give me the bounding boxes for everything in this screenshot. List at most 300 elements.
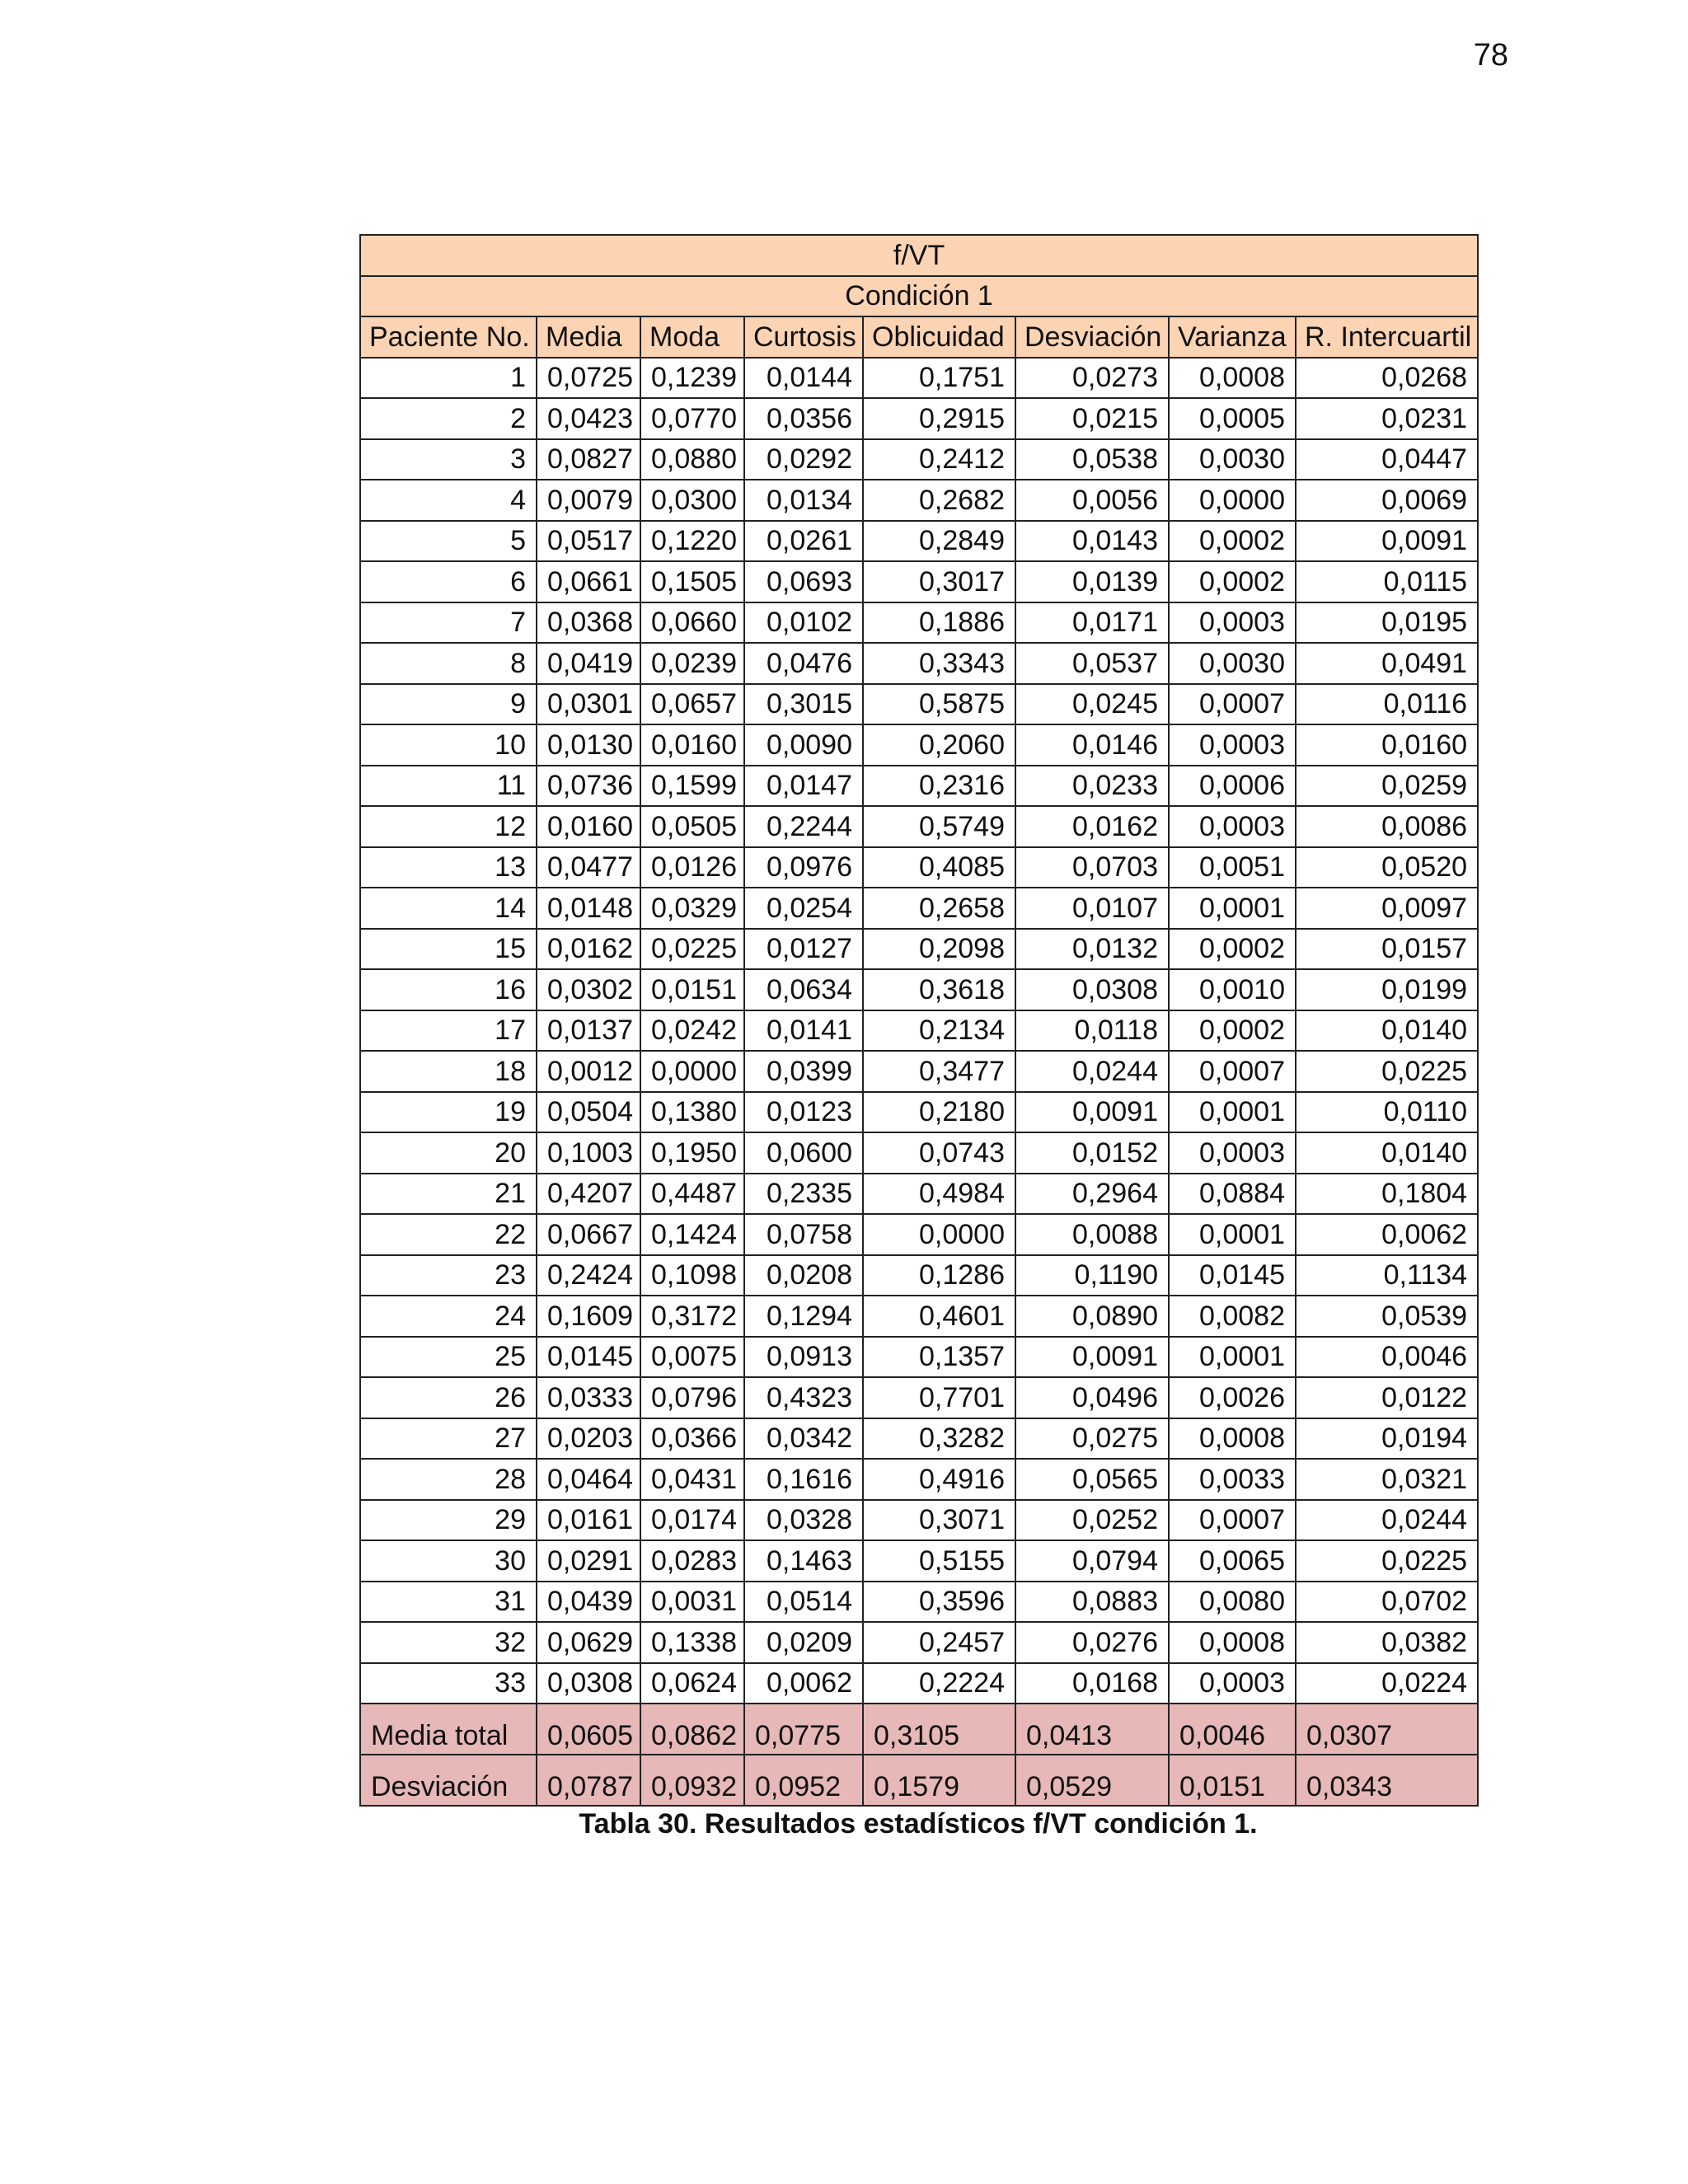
value-cell: 0,0134 bbox=[744, 480, 863, 521]
patient-number-cell: 30 bbox=[360, 1540, 537, 1582]
value-cell: 0,0725 bbox=[537, 358, 640, 399]
table-row bbox=[360, 1377, 1478, 1418]
value-cell: 0,0661 bbox=[537, 561, 640, 602]
value-cell: 0,0447 bbox=[1296, 439, 1478, 480]
table-row bbox=[360, 1622, 1478, 1663]
value-cell: 0,0145 bbox=[537, 1337, 640, 1378]
value-cell: 0,1338 bbox=[640, 1622, 744, 1663]
value-cell: 0,2316 bbox=[863, 766, 1015, 807]
value-cell: 0,2682 bbox=[863, 480, 1015, 521]
table-row bbox=[360, 439, 1478, 480]
value-cell: 0,0139 bbox=[1015, 561, 1169, 602]
value-cell: 0,1751 bbox=[863, 358, 1015, 399]
column-header: Media bbox=[537, 316, 640, 358]
value-cell: 0,3282 bbox=[863, 1418, 1015, 1460]
value-cell: 0,0913 bbox=[744, 1337, 863, 1378]
table-row bbox=[360, 561, 1478, 602]
patient-number-cell: 24 bbox=[360, 1296, 537, 1337]
patient-number-cell: 23 bbox=[360, 1255, 537, 1296]
patient-number-cell: 18 bbox=[360, 1051, 537, 1092]
value-cell: 0,0693 bbox=[744, 561, 863, 602]
value-cell: 0,0003 bbox=[1169, 724, 1296, 766]
value-cell: 0,0171 bbox=[1015, 602, 1169, 644]
table-row bbox=[360, 1255, 1478, 1296]
value-cell: 0,0174 bbox=[640, 1500, 744, 1541]
value-cell: 0,0003 bbox=[1169, 1663, 1296, 1704]
summary-row bbox=[360, 1704, 1478, 1755]
value-cell: 0,0144 bbox=[744, 358, 863, 399]
value-cell: 0,0244 bbox=[1015, 1051, 1169, 1092]
value-cell: 0,5875 bbox=[863, 684, 1015, 725]
value-cell: 0,0273 bbox=[1015, 358, 1169, 399]
value-cell: 0,0308 bbox=[1015, 969, 1169, 1010]
patient-number-cell: 25 bbox=[360, 1337, 537, 1378]
value-cell: 0,0702 bbox=[1296, 1582, 1478, 1623]
value-cell: 0,2134 bbox=[863, 1010, 1015, 1052]
value-cell: 0,0634 bbox=[744, 969, 863, 1010]
value-cell: 0,0660 bbox=[640, 602, 744, 644]
value-cell: 0,0356 bbox=[744, 398, 863, 439]
value-cell: 0,0160 bbox=[537, 806, 640, 847]
value-cell: 0,0062 bbox=[744, 1663, 863, 1704]
table-body bbox=[360, 358, 1478, 1704]
value-cell: 0,0162 bbox=[537, 929, 640, 970]
value-cell: 0,1609 bbox=[537, 1296, 640, 1337]
value-cell: 0,5155 bbox=[863, 1540, 1015, 1582]
value-cell: 0,0517 bbox=[537, 521, 640, 562]
value-cell: 0,0496 bbox=[1015, 1377, 1169, 1418]
value-cell: 0,0300 bbox=[640, 480, 744, 521]
value-cell: 0,0001 bbox=[1169, 888, 1296, 929]
patient-number-cell: 20 bbox=[360, 1132, 537, 1174]
value-cell: 0,0056 bbox=[1015, 480, 1169, 521]
value-cell: 0,0026 bbox=[1169, 1377, 1296, 1418]
patient-number-cell: 31 bbox=[360, 1582, 537, 1623]
value-cell: 0,0239 bbox=[640, 643, 744, 684]
value-cell: 0,0030 bbox=[1169, 643, 1296, 684]
table-row bbox=[360, 806, 1478, 847]
summary-row bbox=[360, 1755, 1478, 1806]
table-subtitle-row bbox=[360, 276, 1478, 317]
value-cell: 0,0308 bbox=[537, 1663, 640, 1704]
value-cell: 0,0600 bbox=[744, 1132, 863, 1174]
patient-number-cell: 10 bbox=[360, 724, 537, 766]
value-cell: 0,0075 bbox=[640, 1337, 744, 1378]
value-cell: 0,0259 bbox=[1296, 766, 1478, 807]
value-cell: 0,0000 bbox=[1169, 480, 1296, 521]
value-cell: 0,0283 bbox=[640, 1540, 744, 1582]
value-cell: 0,0329 bbox=[640, 888, 744, 929]
value-cell: 0,4916 bbox=[863, 1459, 1015, 1500]
summary-label-cell: Media total bbox=[360, 1704, 537, 1755]
value-cell: 0,0143 bbox=[1015, 521, 1169, 562]
table-row bbox=[360, 1663, 1478, 1704]
value-cell: 0,4207 bbox=[537, 1174, 640, 1215]
value-cell: 0,0328 bbox=[744, 1500, 863, 1541]
value-cell: 0,0152 bbox=[1015, 1132, 1169, 1174]
value-cell: 0,0007 bbox=[1169, 684, 1296, 725]
value-cell: 0,3172 bbox=[640, 1296, 744, 1337]
column-header: Desviación bbox=[1015, 316, 1169, 358]
value-cell: 0,0199 bbox=[1296, 969, 1478, 1010]
value-cell: 0,0132 bbox=[1015, 929, 1169, 970]
value-cell: 0,0215 bbox=[1015, 398, 1169, 439]
value-cell: 0,0252 bbox=[1015, 1500, 1169, 1541]
value-cell: 0,0827 bbox=[537, 439, 640, 480]
value-cell: 0,0140 bbox=[1296, 1132, 1478, 1174]
value-cell: 0,0423 bbox=[537, 398, 640, 439]
value-cell: 0,0157 bbox=[1296, 929, 1478, 970]
value-cell: 0,0145 bbox=[1169, 1255, 1296, 1296]
value-cell: 0,0080 bbox=[1169, 1582, 1296, 1623]
value-cell: 0,0254 bbox=[744, 888, 863, 929]
value-cell: 0,2244 bbox=[744, 806, 863, 847]
value-cell: 0,7701 bbox=[863, 1377, 1015, 1418]
value-cell: 0,1134 bbox=[1296, 1255, 1478, 1296]
results-table-container bbox=[359, 234, 1477, 1840]
value-cell: 0,1357 bbox=[863, 1337, 1015, 1378]
value-cell: 0,0160 bbox=[1296, 724, 1478, 766]
value-cell: 0,0168 bbox=[1015, 1663, 1169, 1704]
value-cell: 0,4601 bbox=[863, 1296, 1015, 1337]
table-row bbox=[360, 1296, 1478, 1337]
value-cell: 0,0161 bbox=[537, 1500, 640, 1541]
value-cell: 0,5749 bbox=[863, 806, 1015, 847]
patient-number-cell: 8 bbox=[360, 643, 537, 684]
value-cell: 0,4487 bbox=[640, 1174, 744, 1215]
table-row bbox=[360, 684, 1478, 725]
value-cell: 0,0565 bbox=[1015, 1459, 1169, 1500]
summary-value-cell: 0,0862 bbox=[640, 1704, 744, 1755]
patient-number-cell: 9 bbox=[360, 684, 537, 725]
value-cell: 0,0126 bbox=[640, 847, 744, 888]
value-cell: 0,0123 bbox=[744, 1092, 863, 1133]
column-header: Varianza bbox=[1169, 316, 1296, 358]
table-row bbox=[360, 521, 1478, 562]
patient-number-cell: 11 bbox=[360, 766, 537, 807]
value-cell: 0,0010 bbox=[1169, 969, 1296, 1010]
value-cell: 0,0225 bbox=[640, 929, 744, 970]
summary-value-cell: 0,0952 bbox=[744, 1755, 863, 1806]
value-cell: 0,0537 bbox=[1015, 643, 1169, 684]
value-cell: 0,0001 bbox=[1169, 1214, 1296, 1255]
value-cell: 0,0883 bbox=[1015, 1582, 1169, 1623]
value-cell: 0,0000 bbox=[863, 1214, 1015, 1255]
value-cell: 0,2915 bbox=[863, 398, 1015, 439]
value-cell: 0,0514 bbox=[744, 1582, 863, 1623]
value-cell: 0,0890 bbox=[1015, 1296, 1169, 1337]
value-cell: 0,1190 bbox=[1015, 1255, 1169, 1296]
table-row bbox=[360, 643, 1478, 684]
value-cell: 0,0003 bbox=[1169, 602, 1296, 644]
value-cell: 0,0005 bbox=[1169, 398, 1296, 439]
table-title: f/VT bbox=[360, 235, 1478, 276]
summary-value-cell: 0,0775 bbox=[744, 1704, 863, 1755]
value-cell: 0,0007 bbox=[1169, 1500, 1296, 1541]
value-cell: 0,1003 bbox=[537, 1132, 640, 1174]
table-summary bbox=[360, 1704, 1478, 1806]
summary-value-cell: 0,3105 bbox=[863, 1704, 1015, 1755]
table-caption: Tabla 30. Resultados estadísticos f/VT condición 1. bbox=[579, 1808, 1258, 1840]
table-row bbox=[360, 1010, 1478, 1052]
results-table bbox=[359, 234, 1479, 1807]
value-cell: 0,0091 bbox=[1296, 521, 1478, 562]
value-cell: 0,0118 bbox=[1015, 1010, 1169, 1052]
table-row bbox=[360, 969, 1478, 1010]
value-cell: 0,0082 bbox=[1169, 1296, 1296, 1337]
value-cell: 0,0110 bbox=[1296, 1092, 1478, 1133]
table-row bbox=[360, 1174, 1478, 1215]
value-cell: 0,0141 bbox=[744, 1010, 863, 1052]
value-cell: 0,0770 bbox=[640, 398, 744, 439]
table-title-row bbox=[360, 235, 1478, 276]
table-row bbox=[360, 602, 1478, 644]
value-cell: 0,0629 bbox=[537, 1622, 640, 1663]
value-cell: 0,0368 bbox=[537, 602, 640, 644]
column-header: Paciente No. bbox=[360, 316, 537, 358]
value-cell: 0,2060 bbox=[863, 724, 1015, 766]
value-cell: 0,0245 bbox=[1015, 684, 1169, 725]
patient-number-cell: 4 bbox=[360, 480, 537, 521]
table-subtitle: Condición 1 bbox=[360, 276, 1478, 317]
value-cell: 0,0208 bbox=[744, 1255, 863, 1296]
table-row bbox=[360, 480, 1478, 521]
value-cell: 0,0007 bbox=[1169, 1051, 1296, 1092]
value-cell: 0,1239 bbox=[640, 358, 744, 399]
summary-value-cell: 0,0413 bbox=[1015, 1704, 1169, 1755]
value-cell: 0,1220 bbox=[640, 521, 744, 562]
table-row bbox=[360, 847, 1478, 888]
value-cell: 0,0195 bbox=[1296, 602, 1478, 644]
patient-number-cell: 33 bbox=[360, 1663, 537, 1704]
value-cell: 0,0051 bbox=[1169, 847, 1296, 888]
value-cell: 0,0079 bbox=[537, 480, 640, 521]
value-cell: 0,1463 bbox=[744, 1540, 863, 1582]
value-cell: 0,2180 bbox=[863, 1092, 1015, 1133]
patient-number-cell: 2 bbox=[360, 398, 537, 439]
value-cell: 0,0088 bbox=[1015, 1214, 1169, 1255]
value-cell: 0,0261 bbox=[744, 521, 863, 562]
value-cell: 0,4085 bbox=[863, 847, 1015, 888]
table-row bbox=[360, 398, 1478, 439]
value-cell: 0,0122 bbox=[1296, 1377, 1478, 1418]
value-cell: 0,3015 bbox=[744, 684, 863, 725]
summary-value-cell: 0,0932 bbox=[640, 1755, 744, 1806]
value-cell: 0,0292 bbox=[744, 439, 863, 480]
column-header-row bbox=[360, 316, 1478, 358]
patient-number-cell: 3 bbox=[360, 439, 537, 480]
summary-label-cell: Desviación bbox=[360, 1755, 537, 1806]
value-cell: 0,0097 bbox=[1296, 888, 1478, 929]
value-cell: 0,0194 bbox=[1296, 1418, 1478, 1460]
value-cell: 0,0276 bbox=[1015, 1622, 1169, 1663]
value-cell: 0,0758 bbox=[744, 1214, 863, 1255]
value-cell: 0,0703 bbox=[1015, 847, 1169, 888]
table-row bbox=[360, 1092, 1478, 1133]
value-cell: 0,0743 bbox=[863, 1132, 1015, 1174]
value-cell: 0,0291 bbox=[537, 1540, 640, 1582]
value-cell: 0,1380 bbox=[640, 1092, 744, 1133]
value-cell: 0,1098 bbox=[640, 1255, 744, 1296]
patient-number-cell: 29 bbox=[360, 1500, 537, 1541]
patient-number-cell: 12 bbox=[360, 806, 537, 847]
column-header: Oblicuidad bbox=[863, 316, 1015, 358]
value-cell: 0,0160 bbox=[640, 724, 744, 766]
summary-value-cell: 0,0605 bbox=[537, 1704, 640, 1755]
table-row bbox=[360, 1214, 1478, 1255]
value-cell: 0,0001 bbox=[1169, 1337, 1296, 1378]
value-cell: 0,0419 bbox=[537, 643, 640, 684]
value-cell: 0,0091 bbox=[1015, 1092, 1169, 1133]
value-cell: 0,0102 bbox=[744, 602, 863, 644]
table-row bbox=[360, 1582, 1478, 1623]
value-cell: 0,0203 bbox=[537, 1418, 640, 1460]
value-cell: 0,0439 bbox=[537, 1582, 640, 1623]
value-cell: 0,2457 bbox=[863, 1622, 1015, 1663]
value-cell: 0,0006 bbox=[1169, 766, 1296, 807]
patient-number-cell: 15 bbox=[360, 929, 537, 970]
value-cell: 0,0137 bbox=[537, 1010, 640, 1052]
table-row bbox=[360, 724, 1478, 766]
patient-number-cell: 32 bbox=[360, 1622, 537, 1663]
value-cell: 0,3071 bbox=[863, 1500, 1015, 1541]
value-cell: 0,0242 bbox=[640, 1010, 744, 1052]
value-cell: 0,0000 bbox=[640, 1051, 744, 1092]
value-cell: 0,0477 bbox=[537, 847, 640, 888]
value-cell: 0,0225 bbox=[1296, 1540, 1478, 1582]
patient-number-cell: 22 bbox=[360, 1214, 537, 1255]
value-cell: 0,3596 bbox=[863, 1582, 1015, 1623]
summary-value-cell: 0,0343 bbox=[1296, 1755, 1478, 1806]
value-cell: 0,0069 bbox=[1296, 480, 1478, 521]
value-cell: 0,1505 bbox=[640, 561, 744, 602]
value-cell: 0,0491 bbox=[1296, 643, 1478, 684]
value-cell: 0,2224 bbox=[863, 1663, 1015, 1704]
page-number: 78 bbox=[1473, 38, 1508, 73]
value-cell: 0,0008 bbox=[1169, 1418, 1296, 1460]
value-cell: 0,0033 bbox=[1169, 1459, 1296, 1500]
value-cell: 0,0107 bbox=[1015, 888, 1169, 929]
patient-number-cell: 21 bbox=[360, 1174, 537, 1215]
value-cell: 0,0115 bbox=[1296, 561, 1478, 602]
value-cell: 0,0002 bbox=[1169, 561, 1296, 602]
value-cell: 0,0003 bbox=[1169, 1132, 1296, 1174]
value-cell: 0,0209 bbox=[744, 1622, 863, 1663]
value-cell: 0,1616 bbox=[744, 1459, 863, 1500]
value-cell: 0,0667 bbox=[537, 1214, 640, 1255]
value-cell: 0,0275 bbox=[1015, 1418, 1169, 1460]
value-cell: 0,0151 bbox=[640, 969, 744, 1010]
value-cell: 0,0231 bbox=[1296, 398, 1478, 439]
table-row bbox=[360, 888, 1478, 929]
column-header: Curtosis bbox=[744, 316, 863, 358]
patient-number-cell: 13 bbox=[360, 847, 537, 888]
value-cell: 0,0127 bbox=[744, 929, 863, 970]
value-cell: 0,0146 bbox=[1015, 724, 1169, 766]
value-cell: 0,2412 bbox=[863, 439, 1015, 480]
value-cell: 0,0366 bbox=[640, 1418, 744, 1460]
value-cell: 0,0301 bbox=[537, 684, 640, 725]
value-cell: 0,4984 bbox=[863, 1174, 1015, 1215]
value-cell: 0,1804 bbox=[1296, 1174, 1478, 1215]
value-cell: 0,0302 bbox=[537, 969, 640, 1010]
summary-value-cell: 0,0787 bbox=[537, 1755, 640, 1806]
value-cell: 0,0382 bbox=[1296, 1622, 1478, 1663]
summary-value-cell: 0,1579 bbox=[863, 1755, 1015, 1806]
value-cell: 0,0321 bbox=[1296, 1459, 1478, 1500]
summary-value-cell: 0,0307 bbox=[1296, 1704, 1478, 1755]
table-row bbox=[360, 1418, 1478, 1460]
value-cell: 0,1286 bbox=[863, 1255, 1015, 1296]
value-cell: 0,0796 bbox=[640, 1377, 744, 1418]
value-cell: 0,2424 bbox=[537, 1255, 640, 1296]
value-cell: 0,0012 bbox=[537, 1051, 640, 1092]
patient-number-cell: 7 bbox=[360, 602, 537, 644]
table-row bbox=[360, 766, 1478, 807]
table-row bbox=[360, 929, 1478, 970]
value-cell: 0,0431 bbox=[640, 1459, 744, 1500]
patient-number-cell: 27 bbox=[360, 1418, 537, 1460]
table-row bbox=[360, 1051, 1478, 1092]
value-cell: 0,1294 bbox=[744, 1296, 863, 1337]
value-cell: 0,0030 bbox=[1169, 439, 1296, 480]
value-cell: 0,0091 bbox=[1015, 1337, 1169, 1378]
summary-value-cell: 0,0151 bbox=[1169, 1755, 1296, 1806]
value-cell: 0,0003 bbox=[1169, 806, 1296, 847]
value-cell: 0,0884 bbox=[1169, 1174, 1296, 1215]
value-cell: 0,1424 bbox=[640, 1214, 744, 1255]
value-cell: 0,0130 bbox=[537, 724, 640, 766]
patient-number-cell: 5 bbox=[360, 521, 537, 562]
table-row bbox=[360, 1337, 1478, 1378]
value-cell: 0,0086 bbox=[1296, 806, 1478, 847]
value-cell: 0,1599 bbox=[640, 766, 744, 807]
value-cell: 0,1950 bbox=[640, 1132, 744, 1174]
value-cell: 0,0046 bbox=[1296, 1337, 1478, 1378]
value-cell: 0,2964 bbox=[1015, 1174, 1169, 1215]
patient-number-cell: 26 bbox=[360, 1377, 537, 1418]
value-cell: 0,0162 bbox=[1015, 806, 1169, 847]
summary-value-cell: 0,0529 bbox=[1015, 1755, 1169, 1806]
patient-number-cell: 1 bbox=[360, 358, 537, 399]
value-cell: 0,0225 bbox=[1296, 1051, 1478, 1092]
table-row bbox=[360, 1500, 1478, 1541]
table-row bbox=[360, 1132, 1478, 1174]
value-cell: 0,0090 bbox=[744, 724, 863, 766]
value-cell: 0,0002 bbox=[1169, 521, 1296, 562]
value-cell: 0,2335 bbox=[744, 1174, 863, 1215]
value-cell: 0,0399 bbox=[744, 1051, 863, 1092]
patient-number-cell: 6 bbox=[360, 561, 537, 602]
value-cell: 0,0002 bbox=[1169, 1010, 1296, 1052]
value-cell: 0,0065 bbox=[1169, 1540, 1296, 1582]
column-header: R. Intercuartil bbox=[1296, 316, 1478, 358]
value-cell: 0,0233 bbox=[1015, 766, 1169, 807]
value-cell: 0,0062 bbox=[1296, 1214, 1478, 1255]
column-header: Moda bbox=[640, 316, 744, 358]
table-row bbox=[360, 1540, 1478, 1582]
summary-value-cell: 0,0046 bbox=[1169, 1704, 1296, 1755]
value-cell: 0,0008 bbox=[1169, 1622, 1296, 1663]
patient-number-cell: 16 bbox=[360, 969, 537, 1010]
value-cell: 0,4323 bbox=[744, 1377, 863, 1418]
value-cell: 0,0001 bbox=[1169, 1092, 1296, 1133]
value-cell: 0,0880 bbox=[640, 439, 744, 480]
value-cell: 0,0342 bbox=[744, 1418, 863, 1460]
value-cell: 0,0476 bbox=[744, 643, 863, 684]
patient-number-cell: 17 bbox=[360, 1010, 537, 1052]
value-cell: 0,3477 bbox=[863, 1051, 1015, 1092]
